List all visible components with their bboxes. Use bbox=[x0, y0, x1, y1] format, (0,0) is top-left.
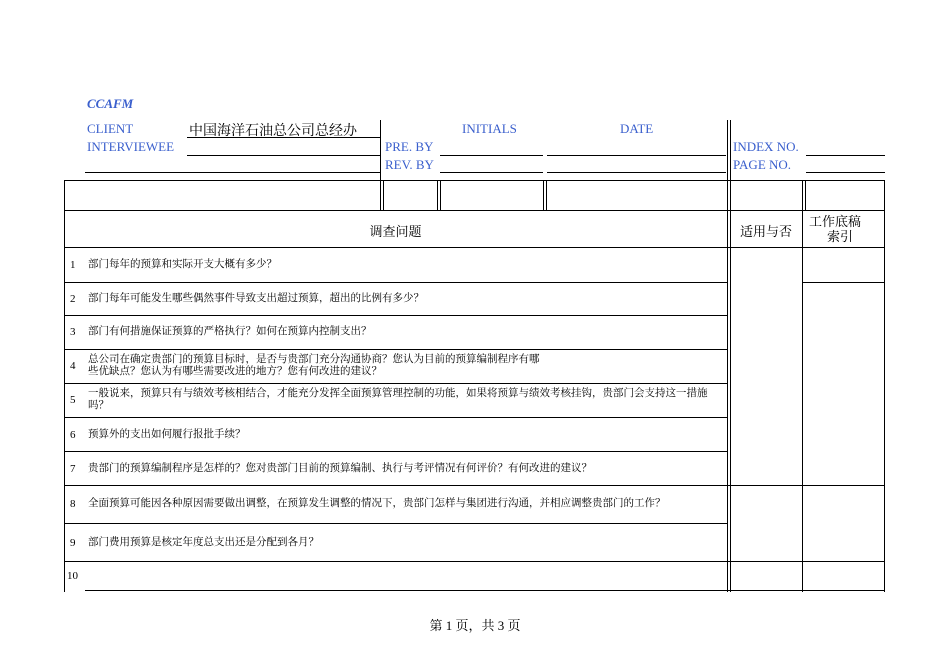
header-vline bbox=[727, 120, 728, 211]
pre-by-initials-line bbox=[440, 155, 543, 156]
row-question: 部门有何措施保证预算的严格执行？如何在预算内控制支出？ bbox=[88, 326, 372, 337]
interviewee-underline bbox=[187, 155, 380, 156]
table-line bbox=[64, 210, 885, 211]
row-separator bbox=[64, 417, 728, 418]
page-no-label: PAGE NO. bbox=[733, 157, 792, 172]
page-no-line bbox=[806, 172, 885, 173]
table-vline bbox=[802, 180, 803, 210]
row-separator bbox=[64, 315, 728, 316]
row-separator bbox=[64, 561, 885, 562]
table-header-bottom bbox=[64, 247, 885, 248]
row-separator bbox=[64, 523, 728, 524]
rev-by-initials-line bbox=[440, 172, 543, 173]
row-question: 总公司在确定贵部门的预算目标时，是否与贵部门充分沟通协商？您认为目前的预算编制程序有哪些优缺点？您认为有哪些需要改进的地方？您有何改进的建议？ bbox=[88, 354, 540, 377]
interviewee-label: INTERVIEWEE bbox=[87, 139, 175, 154]
table-top-border bbox=[64, 180, 885, 181]
row-number: 7 bbox=[70, 463, 76, 475]
row-question: 贵部门的预算编制程序是怎样的？您对贵部门目前的预算编制、执行与考评情况有何评价？有何改进的建议？ bbox=[88, 463, 592, 474]
table-bottom-border bbox=[85, 590, 885, 591]
col-applicable-left bbox=[730, 210, 731, 592]
row-separator bbox=[802, 282, 885, 283]
rev-by-date-line bbox=[547, 172, 726, 173]
col-index-header-line2: 索引 bbox=[826, 229, 853, 244]
pre-by-date-line bbox=[547, 155, 726, 156]
row-separator bbox=[64, 451, 728, 452]
pre-by-label: PRE. BY bbox=[385, 139, 434, 154]
row-question: 部门每年的预算和实际开支大概有多少？ bbox=[88, 259, 277, 270]
row-number: 10 bbox=[67, 570, 78, 582]
table-vline bbox=[805, 180, 806, 210]
row-number: 1 bbox=[70, 259, 76, 271]
row-separator bbox=[64, 349, 728, 350]
date-label: DATE bbox=[620, 121, 654, 136]
header-vline bbox=[730, 120, 731, 211]
row-question: 部门费用预算是核定年度总支出还是分配到各月？ bbox=[88, 537, 319, 548]
table-vline bbox=[383, 180, 384, 210]
table-vline bbox=[437, 180, 438, 210]
row-separator bbox=[64, 383, 728, 384]
table-vline bbox=[546, 180, 547, 210]
col-index-left bbox=[802, 210, 803, 592]
header-divider bbox=[85, 172, 380, 173]
logo: CCAFM bbox=[87, 96, 134, 111]
row-number: 6 bbox=[70, 429, 76, 441]
index-no-label: INDEX NO. bbox=[733, 139, 799, 154]
row-number: 5 bbox=[70, 394, 76, 406]
col-applicable-header: 适用与否 bbox=[739, 224, 792, 239]
table-vline bbox=[440, 180, 441, 210]
row-question: 一般说来，预算只有与绩效考核相结合，才能充分发挥全面预算管理控制的功能，如果将预算与绩效考核挂钩，贵部门会支持这一措施吗？ bbox=[88, 388, 708, 411]
header-vline bbox=[380, 120, 381, 211]
col-index-header-line1: 工作底稿 bbox=[808, 214, 861, 229]
row-question: 全面预算可能因各种原因需要做出调整，在预算发生调整的情况下，贵部门怎样与集团进行沟通，并相应调整贵部门的工作？ bbox=[88, 498, 666, 509]
col-index-header bbox=[803, 214, 867, 244]
row-separator bbox=[64, 282, 728, 283]
client-underline bbox=[187, 137, 380, 138]
row-number: 8 bbox=[70, 498, 76, 510]
rev-by-label: REV. BY bbox=[385, 157, 434, 172]
row-number: 2 bbox=[70, 293, 76, 305]
client-label: CLIENT bbox=[87, 121, 134, 136]
table-left-border bbox=[64, 180, 65, 592]
client-value: 中国海洋石油总公司总经办 bbox=[189, 124, 357, 139]
row-number: 3 bbox=[70, 326, 76, 338]
row-number: 4 bbox=[70, 360, 76, 372]
row-number: 9 bbox=[70, 537, 76, 549]
row-question: 预算外的支出如何履行报批手续？ bbox=[88, 429, 246, 440]
table-right-border bbox=[884, 180, 885, 592]
col-question-header: 调查问题 bbox=[369, 224, 422, 239]
initials-label: INITIALS bbox=[462, 121, 517, 136]
index-no-line bbox=[806, 155, 885, 156]
row-question: 部门每年可能发生哪些偶然事件导致支出超过预算，超出的比例有多少？ bbox=[88, 293, 424, 304]
page-footer: 第 1 页，共 3 页 bbox=[429, 618, 521, 633]
row-separator bbox=[64, 485, 885, 486]
table-vline bbox=[543, 180, 544, 210]
